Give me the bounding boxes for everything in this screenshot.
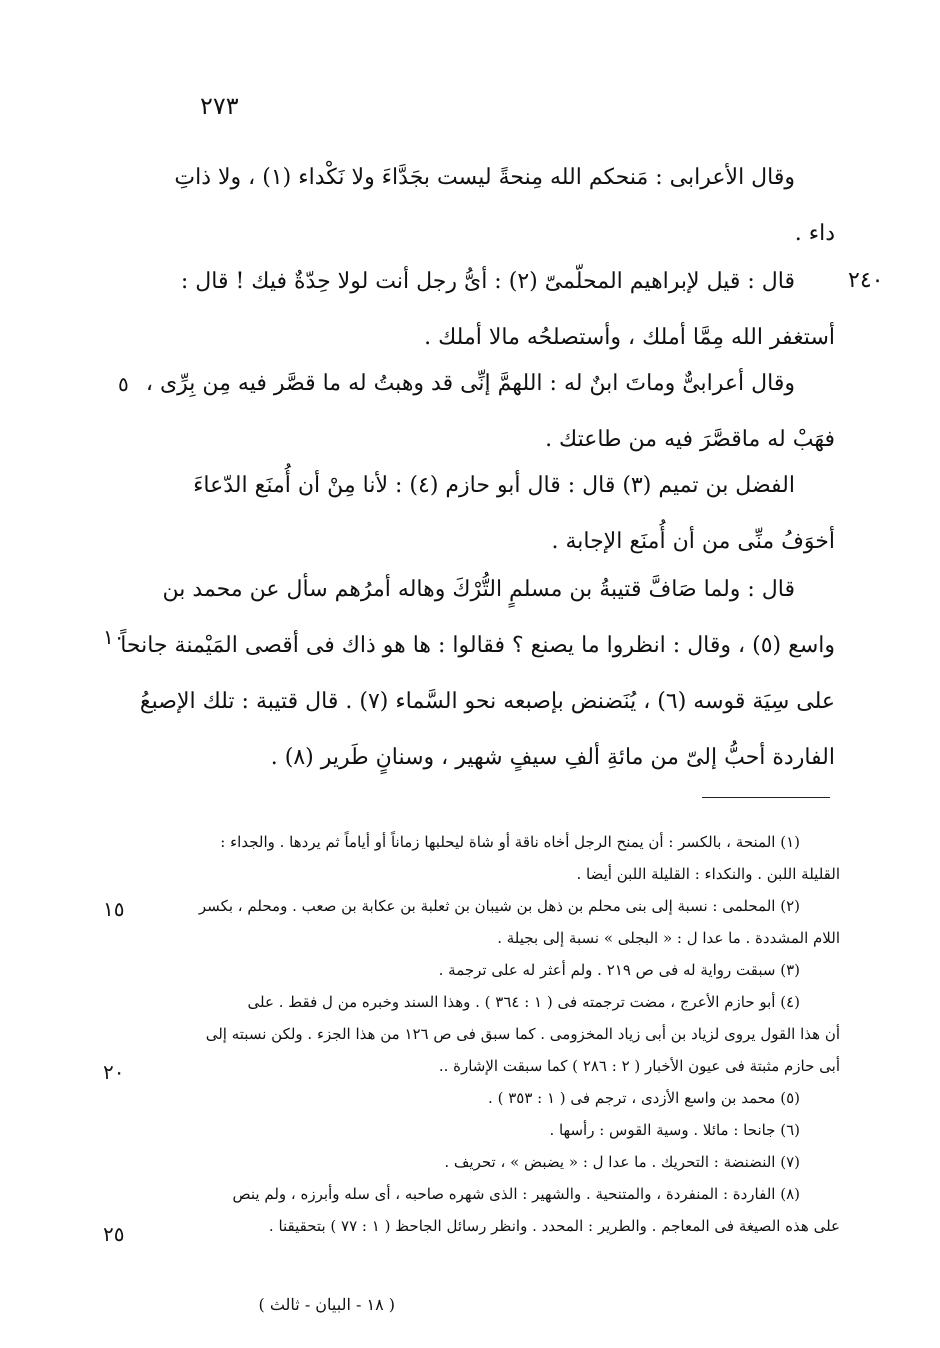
- footnote-line: على هذه الصيغة فى المعاجم . والطرير : المحدد . وانظر رسائل الجاحظ ( ١ : ٧٧ ) بتحقيقنا .: [268, 1217, 840, 1235]
- footnote-line: (١) المنحة ، بالكسر : أن يمنح الرجل أخاه ناقة أو شاة ليحلبها زماناً أو أياماً ثم يردها . والجداء :: [220, 833, 800, 851]
- footnote-line: (٦) جانحا : مائلا . وسية القوس : رأسها .: [549, 1121, 800, 1139]
- text-line: على سِيَة قوسه (٦) ، يُنَضنض بإصبعه نحو السَّماء (٧) . قال قتيبة : تلك الإصبعُ: [139, 689, 835, 714]
- text-line: وقال أعرابىٌّ وماتَ ابنٌ له : اللهمَّ إنِّى قد وهبتُ له ما قصَّر فيه مِن بِرِّى ،: [145, 371, 795, 396]
- footnote-line: اللام المشددة . ما عدا ل : « البجلى » نسبة إلى بجيلة .: [497, 929, 840, 947]
- line-number-10: ١٠: [103, 625, 125, 649]
- footnote-8: [160, 1178, 840, 1242]
- text-line: قال : قيل لإبراهيم المحلّمىّ (٢) : أىُّ رجل أنت لولا حِدّةٌ فيك ! قال :: [180, 269, 795, 294]
- footnote-line: (٤) أبو حازم الأعرج ، مضت ترجمته فى ( ١ : ٣٦٤ ) . وهذا السند وخبره من ل فقط . على: [247, 993, 800, 1011]
- footnote-4: [160, 986, 840, 1082]
- footnote-1: [160, 826, 840, 890]
- line-number-5: ٥: [118, 372, 129, 396]
- text-line: وقال الأعرابى : مَنحكم الله مِنحةً ليست بجَدَّاءَ ولا نَكْداء (١) ، ولا ذاتِ: [174, 165, 795, 190]
- text-line: الفضل بن تميم (٣) قال : قال أبو حازم (٤) : لأنا مِنْ أن أُمنَع الدّعاءَ: [193, 473, 795, 498]
- text-line: أخوَفُ منِّى من أن أُمنَع الإجابة .: [551, 529, 835, 554]
- footnote-7: [160, 1146, 840, 1178]
- text-line: داء .: [794, 221, 835, 246]
- paragraph-3: [145, 356, 835, 468]
- footnote-line: (٨) الفاردة : المنفردة ، والمتنحية . والشهير : الذى شهره صاحبه ، أى سله وأبرزه ، ولم ينص: [232, 1185, 800, 1203]
- line-number-25: ٢٥: [103, 1222, 125, 1246]
- text-line: أستغفر الله مِمَّا أملك ، وأستصلحُه مالا أملك .: [424, 325, 835, 350]
- footnote-line: أن هذا القول يروى لزياد بن أبى زياد المخزومى . كما سبق فى ص ١٢٦ من هذا الجزء . ولكن نسبته إلى: [205, 1025, 840, 1043]
- footnote-line: (٥) محمد بن واسع الأزدى ، ترجم فى ( ١ : ٣٥٣ ) .: [488, 1089, 800, 1107]
- paragraph-5: [120, 562, 835, 786]
- text-line: واسع (٥) ، وقال : انظروا ما يصنع ؟ فقالوا : ها هو ذاك فى أقصى المَيْمنة جانحاً: [120, 633, 835, 658]
- footnotes: [160, 826, 840, 1242]
- footnote-line: القليلة اللبن . والنكداء : القليلة اللبن أيضا .: [576, 865, 840, 883]
- footnote-3: [160, 954, 840, 986]
- footnote-line: (٣) سبقت رواية له فى ص ٢١٩ . ولم أعثر له على ترجمة .: [438, 961, 800, 979]
- paragraph-2: [165, 254, 835, 366]
- footnote-line: (٧) النضنضة : التحريك . ما عدا ل : « يضبض » ، تحريف .: [444, 1153, 800, 1171]
- text-line: الفاردة أحبُّ إلىّ من مائةِ ألفِ سيفٍ شهير ، وسنانٍ طَرير (٨) .: [270, 745, 835, 770]
- line-number-20: ٢٠: [103, 1060, 125, 1084]
- page-number: ٢٧٣: [200, 92, 239, 120]
- footnote-separator: [702, 797, 830, 798]
- footnote-5: [160, 1082, 840, 1114]
- paragraph-4: [165, 458, 835, 570]
- footnote-6: [160, 1114, 840, 1146]
- footnote-2: [160, 890, 840, 954]
- entry-number: ٢٤٠: [848, 268, 884, 293]
- footnote-line: أبى حازم مثبتة فى عيون الأخبار ( ٢ : ٢٨٦ ) كما سبقت الإشارة ..: [438, 1057, 840, 1075]
- text-line: قال : ولما صَافَّ قتيبةُ بن مسلمٍ التُّرْكَ وهاله أمرُهم سأل عن محمد بن: [162, 577, 795, 602]
- footnote-line: (٢) المحلمى : نسبة إلى بنى محلم بن ذهل بن شيبان بن ثعلبة بن عكابة بن صعب . ومحلم ، بكسر: [198, 897, 800, 915]
- text-line: فهَبْ له ماقصَّرَ فيه من طاعتك .: [545, 427, 835, 452]
- paragraph-1: [165, 150, 835, 262]
- signature-mark: ( ١٨ - البيان - ثالث ): [258, 1295, 395, 1314]
- line-number-15: ١٥: [103, 897, 125, 921]
